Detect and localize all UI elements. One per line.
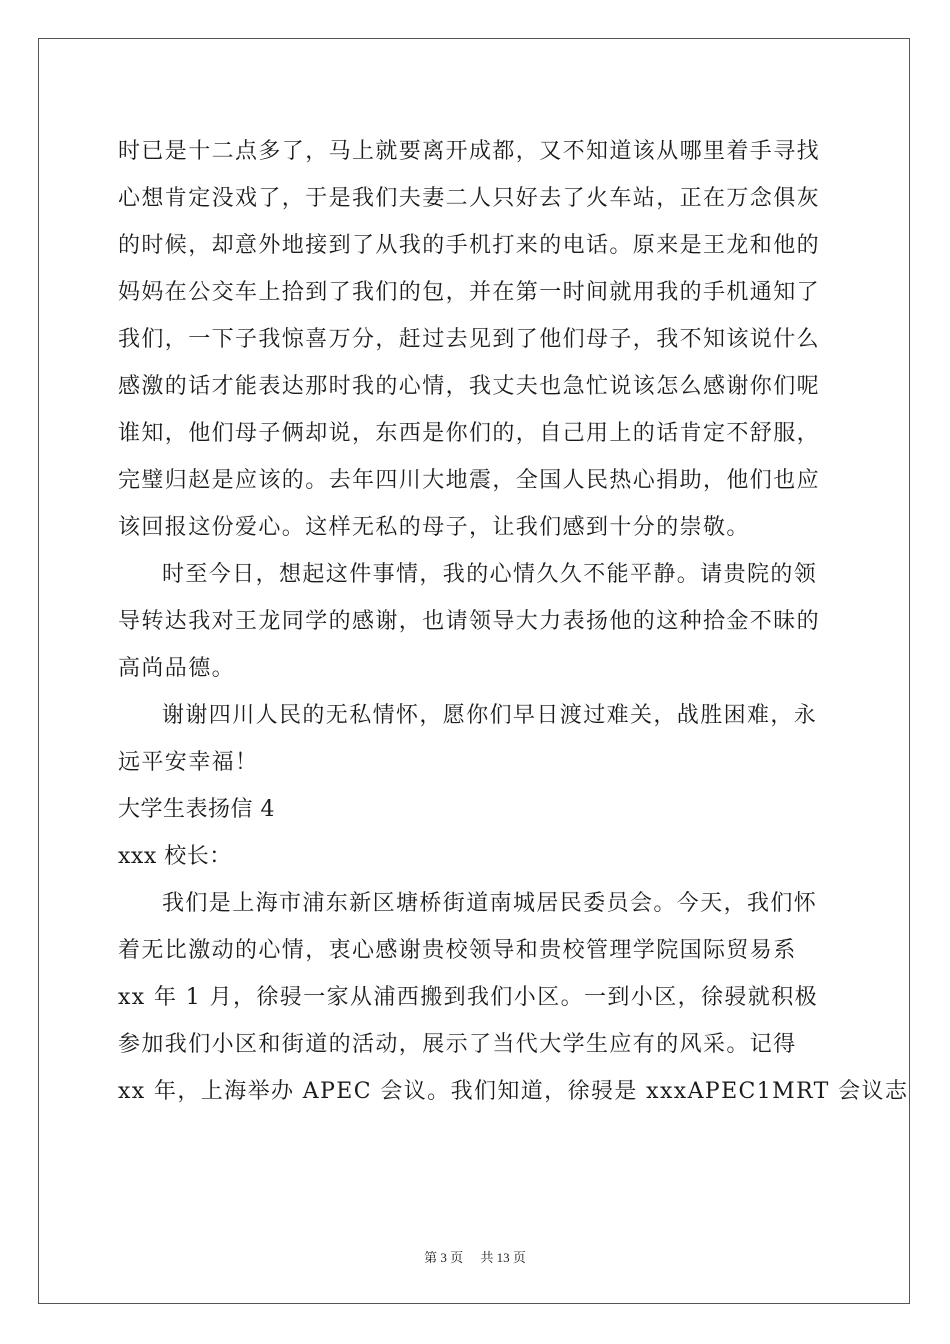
text-line: 着无比激动的心情，衷心感谢贵校领导和贵校管理学院国际贸易系 (118, 938, 797, 963)
text-line: 的时候，却意外地接到了从我的手机打来的电话。原来是王龙和他的 (118, 233, 821, 258)
text-line: 时已是十二点多了，马上就要离开成都，又不知道该从哪里着手寻找 (118, 139, 821, 164)
text-line: 远平安幸福！ (118, 750, 259, 775)
heading-line: xxx 校长： (118, 844, 232, 869)
page-total: 共 13 页 (480, 1250, 526, 1265)
heading-line: 大学生表扬信 4 (118, 797, 275, 822)
page-number: 第 3 页 (424, 1250, 464, 1265)
text-line: 妈妈在公交车上拾到了我们的包，并在第一时间就用我的手机通知了 (118, 280, 821, 305)
text-line: 我们是上海市浦东新区塘桥街道南城居民委员会。今天，我们怀 (162, 891, 818, 916)
text-line: xx 年，上海举办 APEC 会议。我们知道，徐骎是 xxxAPEC1MRT 会议志 (118, 1079, 909, 1104)
text-line: 谢谢四川人民的无私情怀，愿你们早日渡过难关，战胜困难，永 (162, 703, 818, 728)
text-line: 心想肯定没戏了，于是我们夫妻二人只好去了火车站，正在万念俱灰 (118, 186, 821, 211)
page-footer (0, 1247, 950, 1266)
text-line: 我们，一下子我惊喜万分，赶过去见到了他们母子，我不知该说什么 (118, 327, 821, 352)
text-line: 高尚品德。 (118, 656, 236, 681)
text-line: 时至今日，想起这件事情，我的心情久久不能平静。请贵院的领 (162, 562, 818, 587)
text-line: 谁知，他们母子俩却说，东西是你们的，自己用上的话肯定不舒服， (118, 421, 821, 446)
text-line: 完璧归赵是应该的。去年四川大地震，全国人民热心捐助，他们也应 (118, 468, 821, 493)
text-line: 导转达我对王龙同学的感谢，也请领导大力表扬他的这种拾金不昧的 (118, 609, 821, 634)
text-line: 感激的话才能表达那时我的心情，我丈夫也急忙说该怎么感谢你们呢 (118, 374, 821, 399)
text-line: xx 年 1 月，徐骎一家从浦西搬到我们小区。一到小区，徐骎就积极 (118, 985, 818, 1010)
text-line: 该回报这份爱心。这样无私的母子，让我们感到十分的崇敬。 (118, 515, 750, 540)
text-line: 参加我们小区和街道的活动，展示了当代大学生应有的风采。记得 (118, 1032, 797, 1057)
document-body (118, 128, 909, 1115)
